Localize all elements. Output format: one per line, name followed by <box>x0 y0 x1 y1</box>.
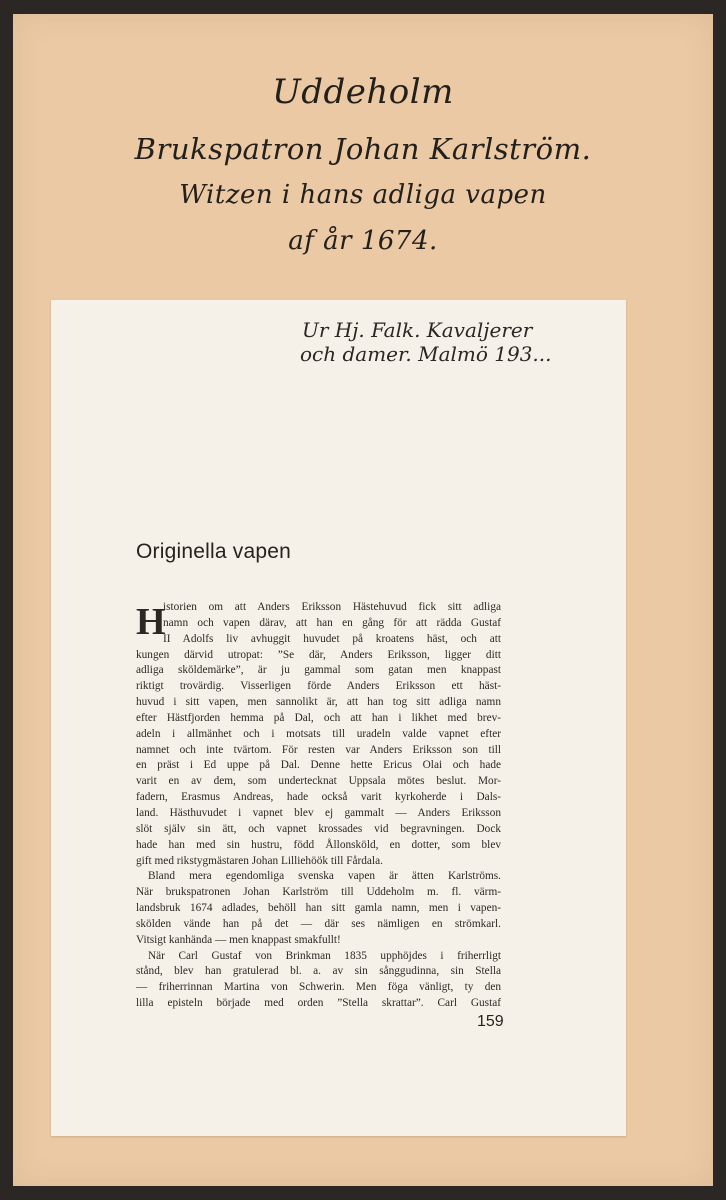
article-line: lilla episteln började med orden ”Stella skrattar”. Carl Gustaf <box>136 997 501 1010</box>
handwritten-title: Uddeholm <box>272 72 454 112</box>
handwritten-caption-line-2: Witzen i hans adliga vapen <box>179 180 547 210</box>
handwritten-caption-line-1: Brukspatron Johan Karlström. <box>134 132 592 166</box>
article-line: stånd, blev han gratulerad bl. a. av sin sånggudinna, sin Stella <box>136 965 501 978</box>
article-line: adeln i allmänhet och i motsats till uradeln valde vapnet efter <box>136 727 501 740</box>
article-line: en präst i Ed uppe på Dal. Denne hette Ericus Olai och hade <box>136 759 501 772</box>
article-line: fadern, Erasmus Andreas, hade också varit kyrkoherde i Dals- <box>136 791 501 804</box>
article-line: namn och vapen därav, att han en gång för att rädda Gustaf <box>163 616 501 629</box>
article-line: När Carl Gustaf von Brinkman 1835 upphöjdes i friherrligt <box>148 949 501 962</box>
article-line: — friherrinnan Martina von Schwerin. Men föga vänligt, ty den <box>136 981 501 994</box>
article-line: namnet och inte tvärtom. För resten var Anders Eriksson son till <box>136 743 501 756</box>
article-heading: Originella vapen <box>136 540 291 563</box>
article-line: kungen därvid utropat: ”Se där, Anders Eriksson, ligger ditt <box>136 648 501 661</box>
handwritten-caption-line-3: af år 1674. <box>288 226 438 256</box>
article-line: slöt själv sin ätt, och vapnet krossades vid begravningen. Dock <box>136 822 501 835</box>
article-line: När brukspatronen Johan Karlström till Uddeholm m. fl. värm- <box>136 886 501 899</box>
article-body <box>136 600 501 1012</box>
article-line: adliga sköldemärke”, är ju gammal som gatan men knappast <box>136 664 501 677</box>
article-line: land. Hästhuvudet i vapnet blev ej gammalt — Anders Eriksson <box>136 806 501 819</box>
article-line: hade han med sin hustru, född Ållonsköld, en dotter, som blev <box>136 838 501 851</box>
source-note-line-1: Ur Hj. Falk. Kavaljerer <box>302 318 533 342</box>
article-line: riktigt trovärdig. Visserligen förde Anders Eriksson ett häst- <box>136 680 501 693</box>
article-line: Bland mera egendomliga svenska vapen är ätten Karlströms. <box>148 870 501 883</box>
article-line: huvud i sitt vapen, men sannolikt är, att han tog sitt adliga namn <box>136 696 501 709</box>
drop-cap: H <box>136 601 166 643</box>
article-line: varit en av dem, som undertecknat Uppsala mötes beslut. Mor- <box>136 775 501 788</box>
article-line: efter Hästfjorden hemma på Dal, och att han i likhet med brev- <box>136 711 501 724</box>
article-line: II Adolfs liv avhuggit huvudet på kroatens häst, och att <box>163 632 501 645</box>
article-line: Vitsigt kanhända — men knappast smakfullt! <box>136 933 341 946</box>
article-line: landsbruk 1674 adlades, behöll han sitt gamla namn, men i vapen- <box>136 902 501 915</box>
article-line: gift med rikstygmästaren Johan Lilliehöök till Fårdala. <box>136 854 383 867</box>
source-note-line-2: och damer. Malmö 193... <box>300 342 552 366</box>
article-line: istorien om att Anders Eriksson Hästehuvud fick sitt adliga <box>163 601 501 613</box>
page-number: 159 <box>477 1013 504 1030</box>
article-line: skölden vände han på det — där ses nämligen en strömkarl. <box>136 917 501 930</box>
